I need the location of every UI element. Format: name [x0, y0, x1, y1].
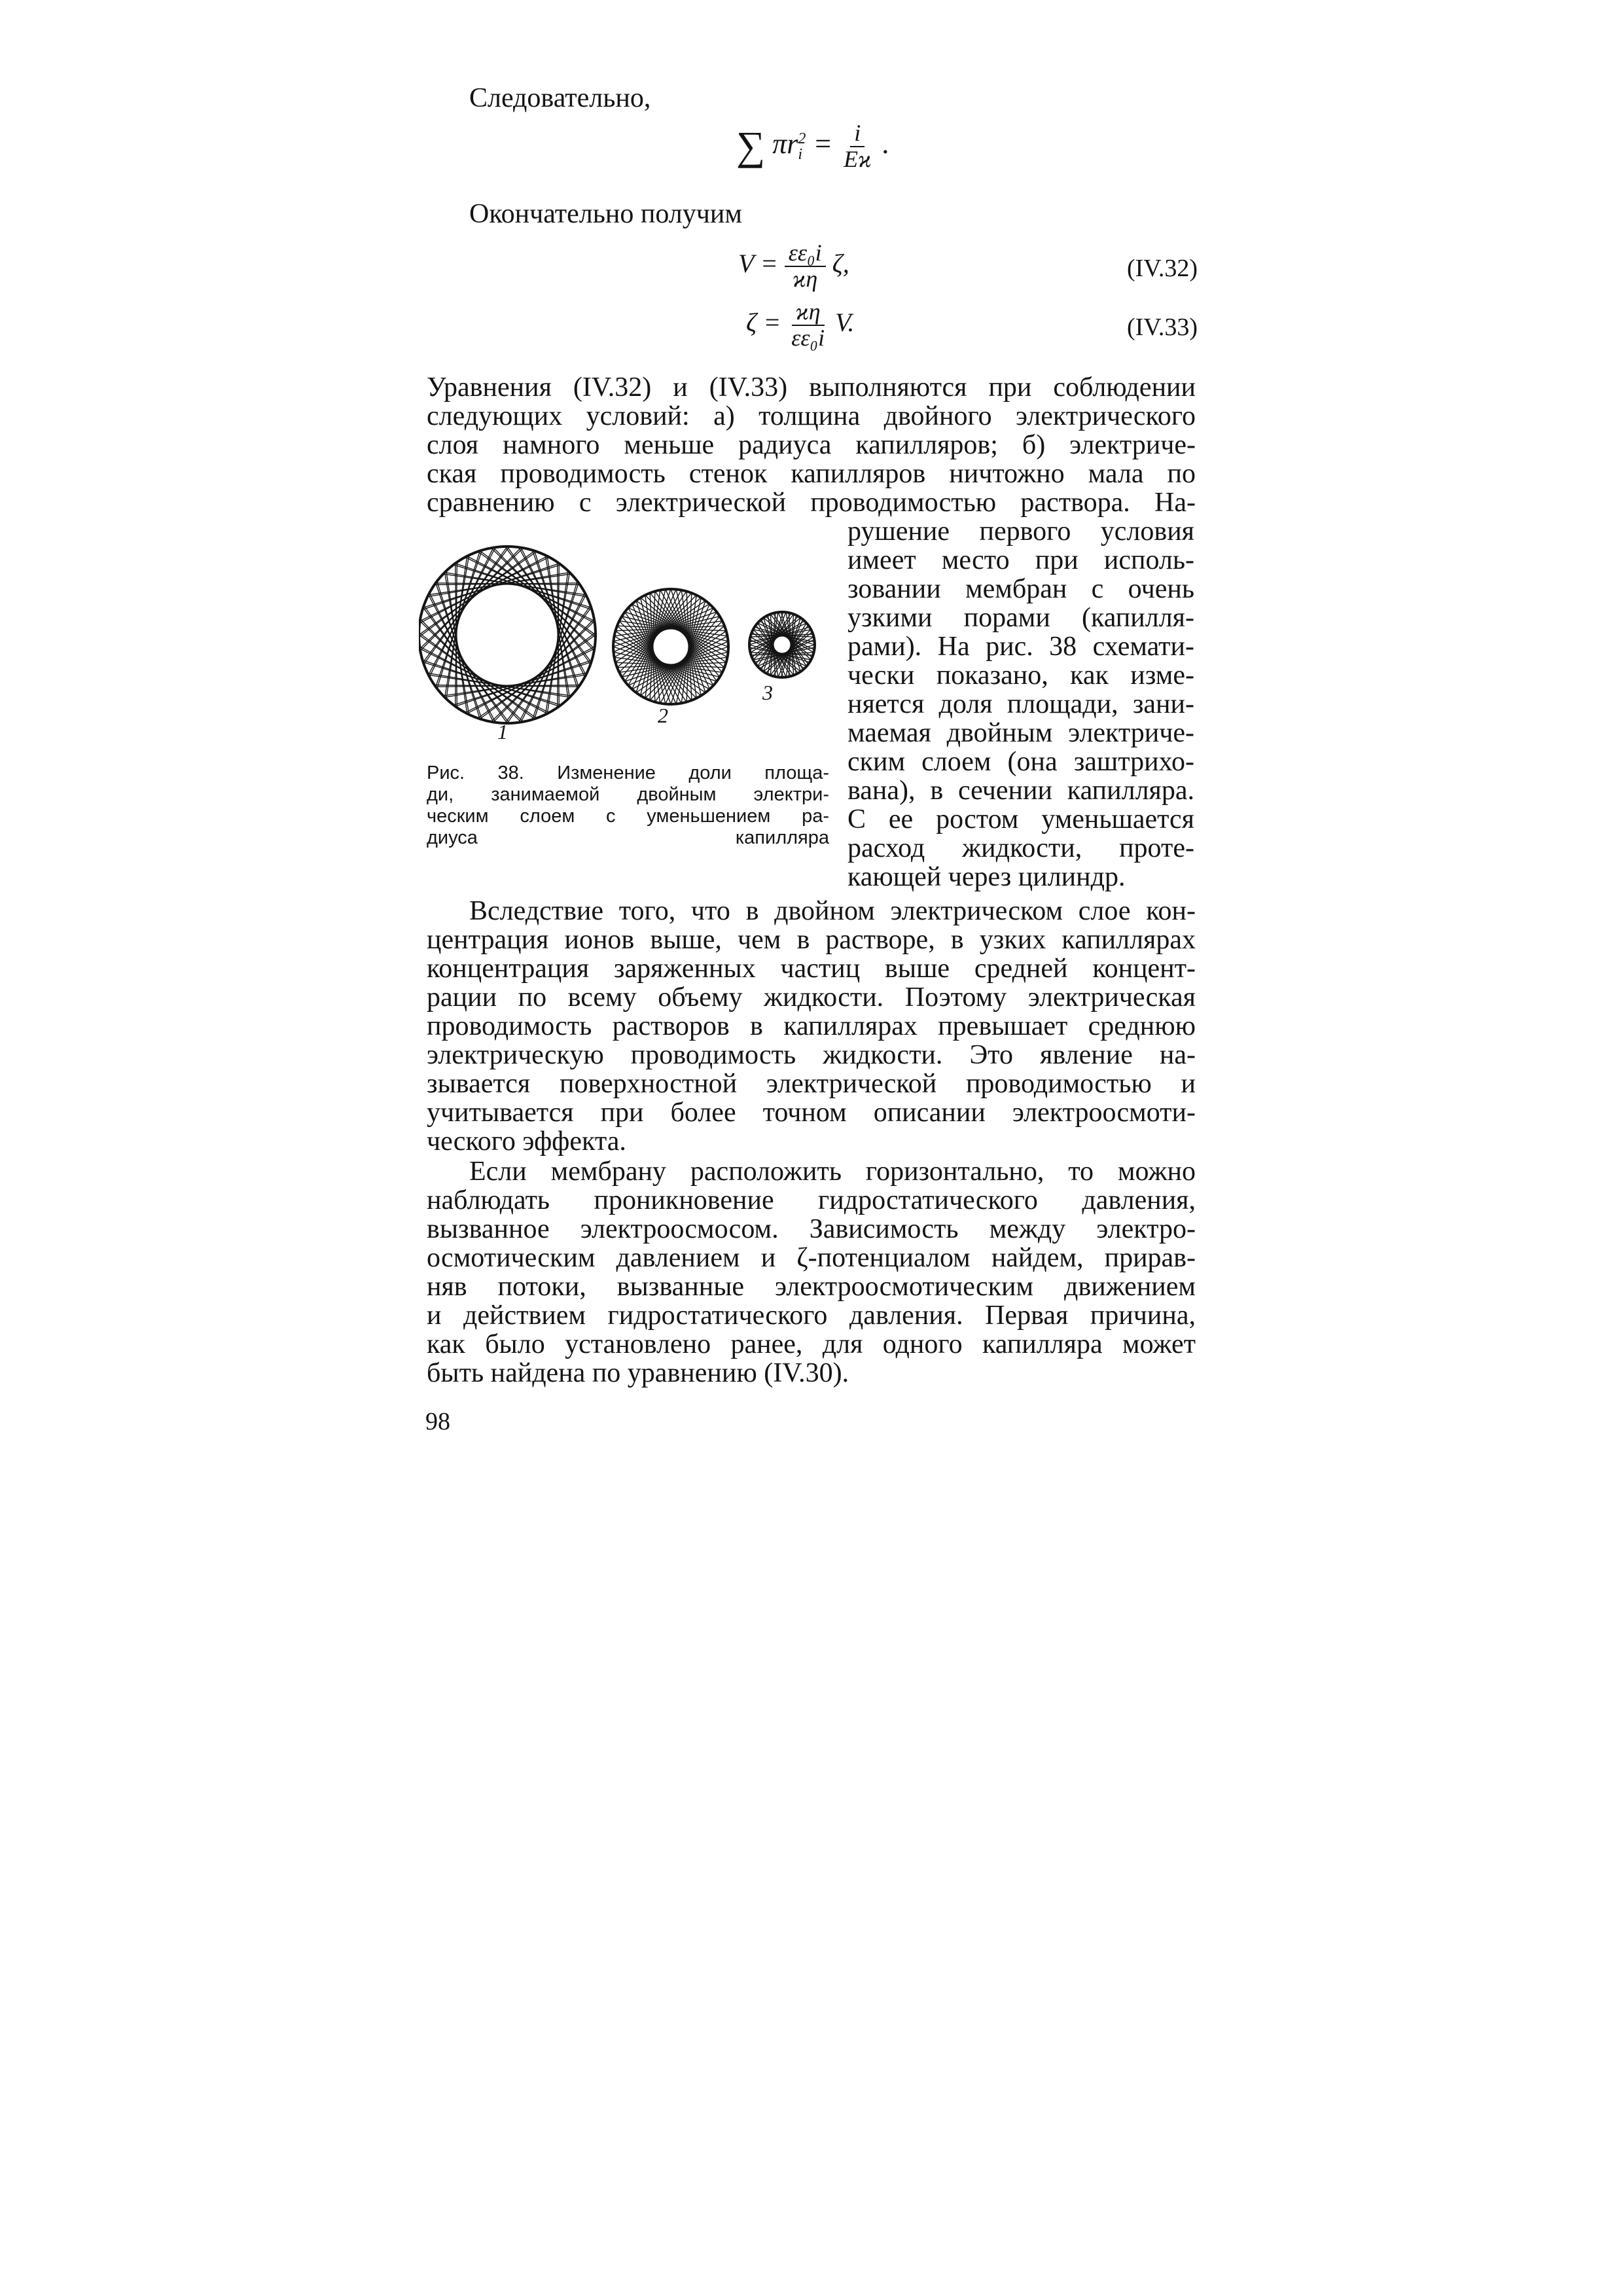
text-line: кающей через цилиндр.: [847, 862, 1126, 892]
equation-label-iv33: (IV.33): [1127, 314, 1198, 341]
equation-iv32: V = $\frac{\text{εε₀i}}{ϰ\eta}$ ζ,: [738, 240, 849, 292]
text-line: электрическую проводимость жидкости. Это явление на-: [427, 1040, 1196, 1070]
figure-label-2: 2: [658, 704, 668, 727]
text-line: слоя намного меньше радиуса капилляров; б) электриче-: [427, 430, 1196, 460]
text-line: проводимость растворов в капиллярах превышает среднюю: [427, 1011, 1196, 1041]
figure-caption: [427, 762, 829, 849]
text-line: Уравнения (IV.32) и (IV.33) выполняются при соблюдении: [427, 372, 1196, 403]
capillary-ring-2: [613, 589, 728, 704]
equation-label-iv32: (IV.32): [1127, 255, 1198, 282]
text-line: центрация ионов выше, чем в растворе, в узких капиллярах: [427, 925, 1196, 955]
text-line: наблюдать проникновение гидростатического давления,: [427, 1185, 1196, 1215]
text-line: быть найдена по уравнению (IV.30).: [427, 1358, 849, 1388]
text-line: осмотическим давлением и ζ-потенциалом найдем, прирав-: [427, 1243, 1196, 1273]
text-line: рации по всему объему жидкости. Поэтому электрическая: [427, 982, 1196, 1013]
figure-label-1: 1: [497, 720, 508, 744]
text-line: ским слоем (она заштрихо-: [847, 747, 1194, 777]
text-line: Если мембрану расположить горизонтально, то можно: [469, 1157, 1196, 1187]
text-line: узкими порами (капилля-: [847, 603, 1194, 633]
capillary-ring-1: [419, 547, 596, 723]
capillary-ring-3: [749, 612, 815, 677]
text-line: следующих условий: а) толщина двойного электрического: [427, 401, 1196, 431]
caption-line: ди, занимаемой двойным электри-: [427, 784, 829, 805]
side-text-column: [847, 517, 1194, 891]
figure-label-3: 3: [762, 681, 773, 704]
caption-line: диуса капилляра: [427, 827, 829, 848]
sum-equation: ∑ πr 2 i = $\frac{i}{Eϰ}$ .: [736, 120, 890, 172]
page-number: 98: [425, 1408, 450, 1435]
text-line: зывается поверхностной электрической проводимостью и: [427, 1069, 1196, 1099]
text-line: маемая двойным электриче-: [847, 718, 1194, 748]
text-line: расход жидкости, проте-: [847, 833, 1194, 863]
figure-38: [419, 537, 838, 753]
text-line: ческого эффекта.: [427, 1126, 626, 1157]
text-line: учитывается при более точном описании электроосмоти-: [427, 1098, 1196, 1128]
caption-line: Рис. 38. Изменение доли площа-: [427, 762, 829, 783]
text-line: как было установлено ранее, для одного капилляра может: [427, 1329, 1196, 1359]
text-line: няется доля площади, зани-: [847, 689, 1194, 719]
text-line: и действием гидростатического давления. Первая причина,: [427, 1300, 1196, 1331]
equation-iv33: ζ = $\frac{ϰ\eta}{\text{εε₀i}}$ V.: [746, 298, 855, 351]
text-line: няв потоки, вызванные электроосмотическим движением: [427, 1272, 1196, 1302]
text-line: рушение первого условия: [847, 516, 1194, 547]
intro-text: Следовательно,: [469, 83, 651, 113]
text-line: концентрация заряженных частиц выше средней концент-: [427, 954, 1196, 984]
text-line: чески показано, как изме-: [847, 660, 1194, 691]
paragraph-conditions: [427, 373, 1196, 517]
text-line: сравнению с электрической проводимостью раствора. На-: [427, 488, 1196, 518]
text-line: вана), в сечении капилляра.: [847, 776, 1194, 806]
text-line: Вследствие того, что в двойном электрическом слое кон-: [469, 896, 1196, 926]
final-intro-text: Окончательно получим: [469, 199, 742, 229]
caption-line: ческим слоем с уменьшением ра-: [427, 806, 829, 827]
text-line: вызванное электроосмосом. Зависимость между электро-: [427, 1214, 1196, 1244]
text-line: С ее ростом уменьшается: [847, 804, 1194, 834]
text-line: имеет место при исполь-: [847, 545, 1194, 575]
text-line: рами). На рис. 38 схемати-: [847, 632, 1194, 662]
text-line: ская проводимость стенок капилляров ничтожно мала по: [427, 459, 1196, 489]
paragraph-membrane: [427, 1157, 1196, 1388]
text-line: зовании мембран с очень: [847, 574, 1194, 604]
paragraph-surface-conductivity: [427, 897, 1196, 1156]
